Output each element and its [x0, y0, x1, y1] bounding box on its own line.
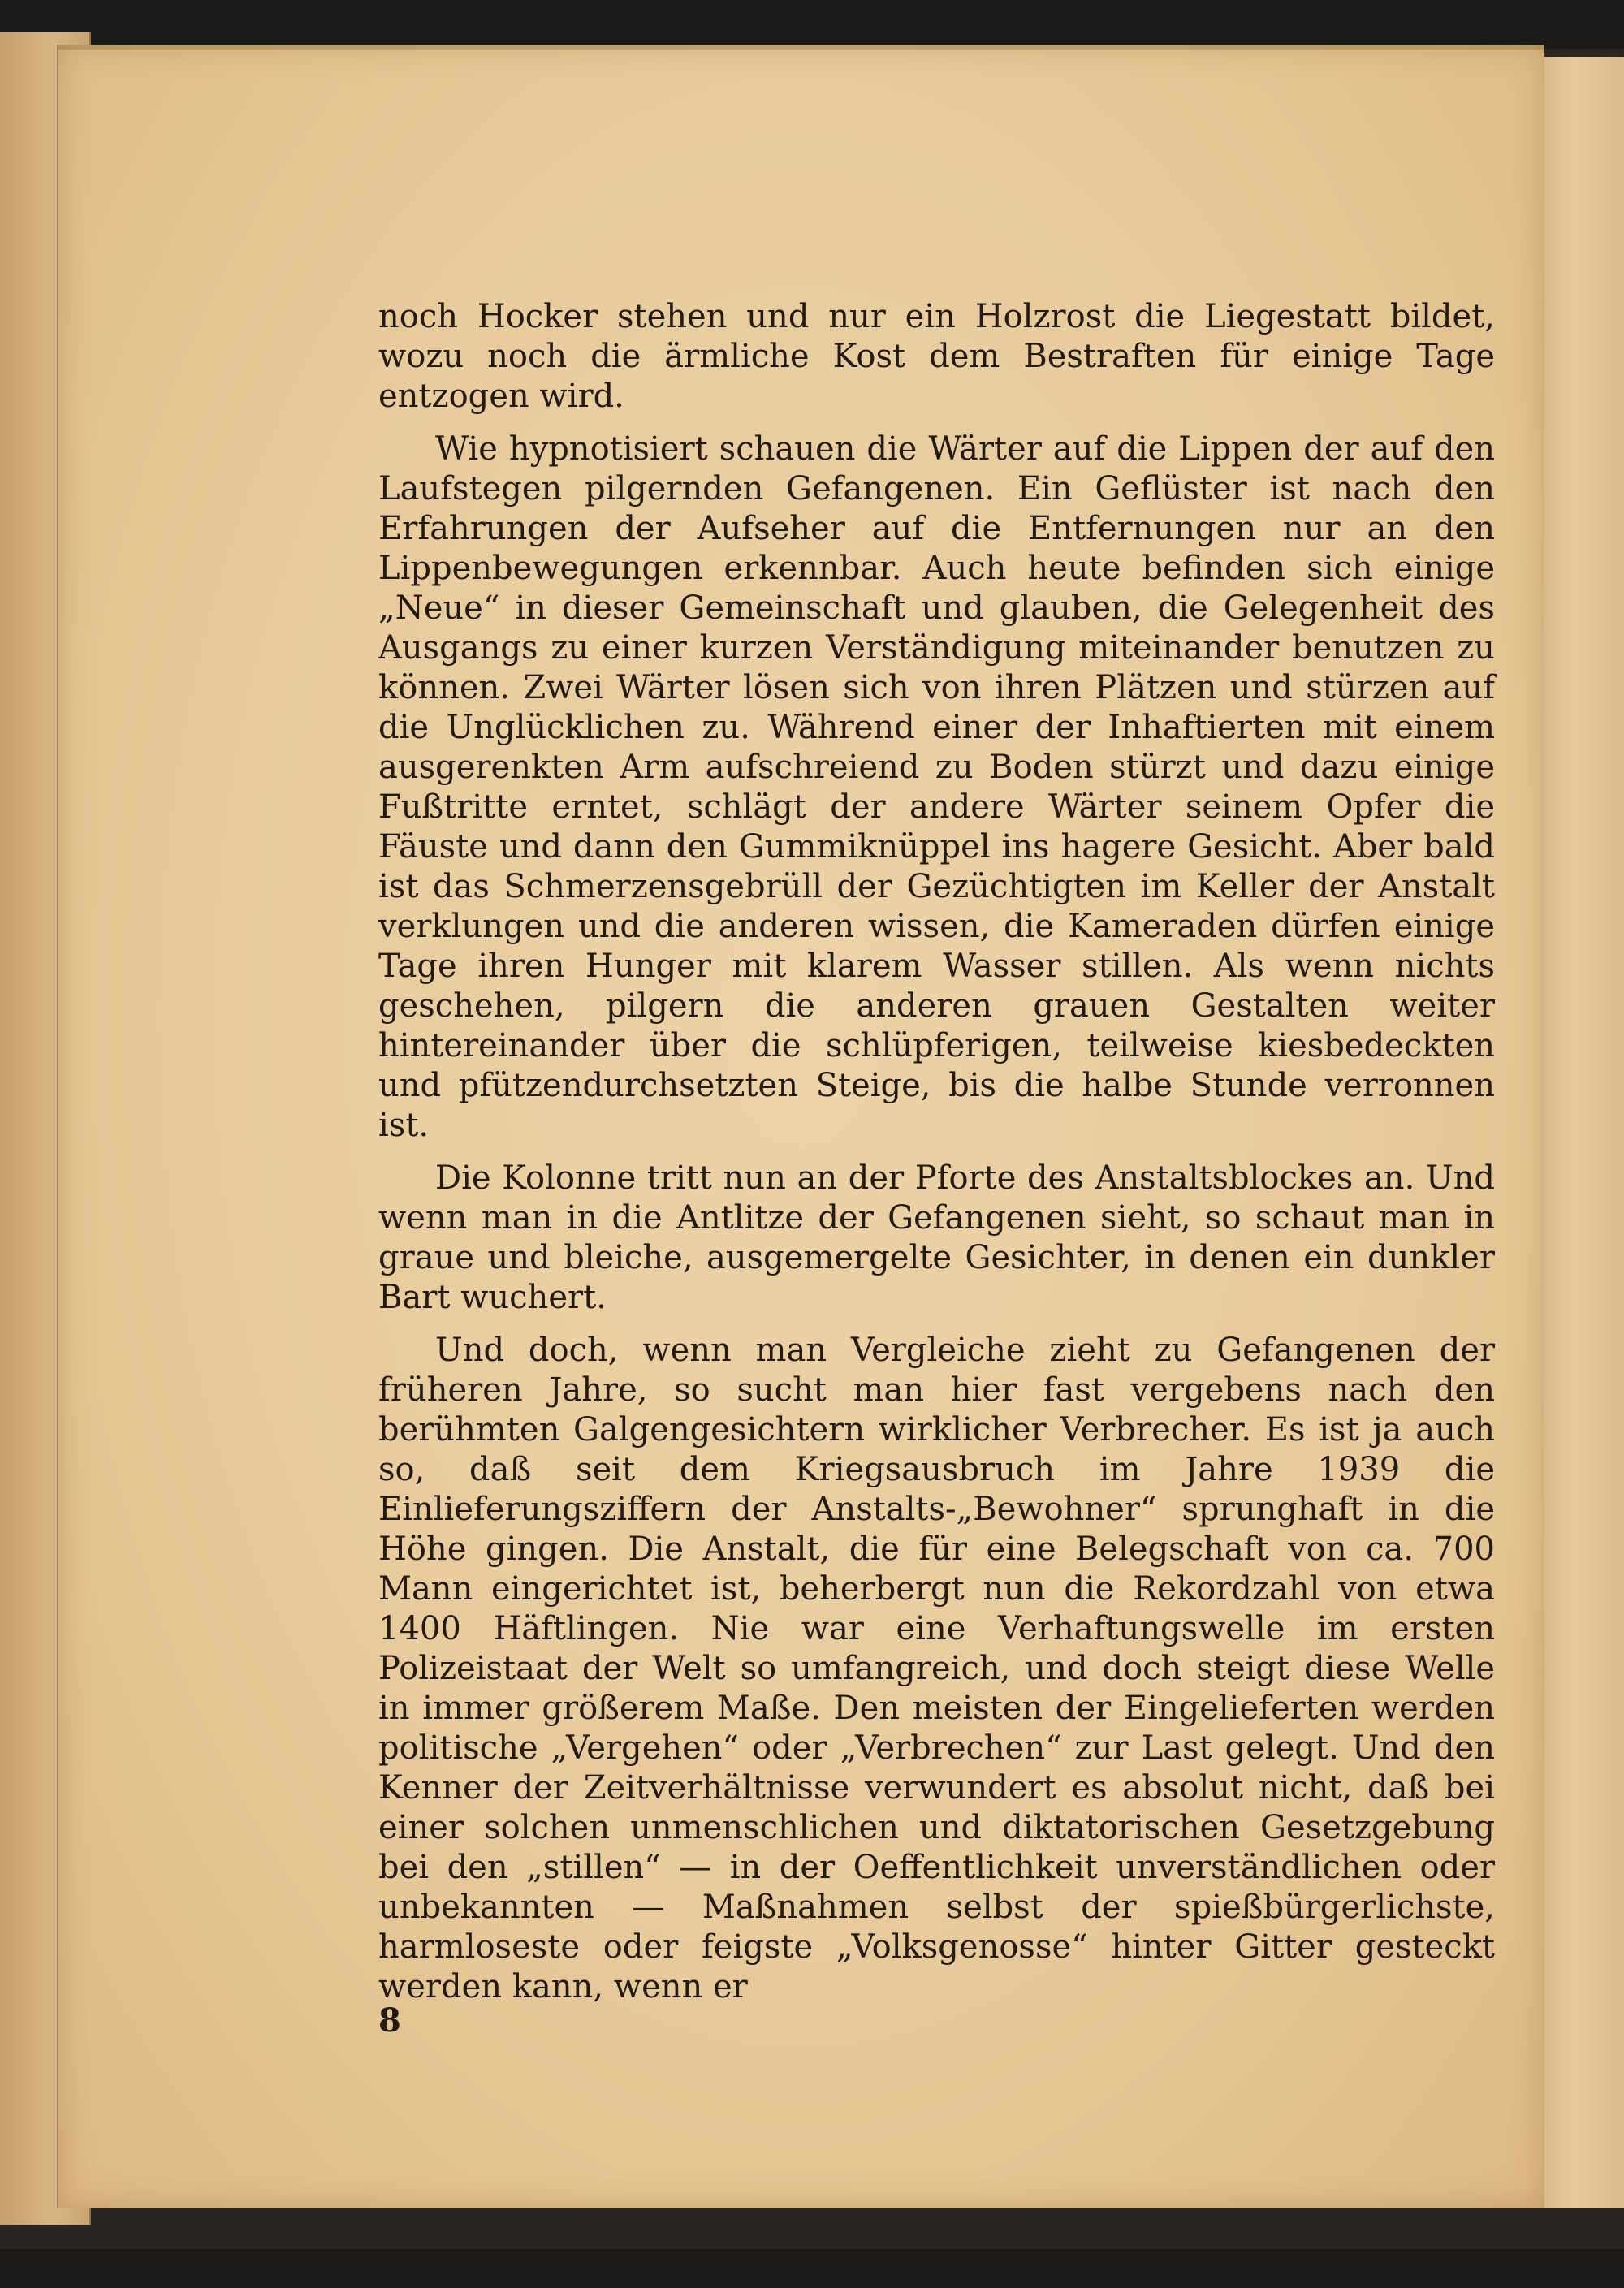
paragraph: Die Kolonne tritt nun an der Pforte des Anstaltsblockes an. Und wenn man in die Antlitze der Gefangenen sieht, so schaut man in graue und bleiche, ausgemergelte Gesichter, in denen ein dunkler Bart wuchert. [378, 1159, 1495, 1316]
scan-bottom-border [0, 2249, 1624, 2288]
paragraph: noch Hocker stehen und nur ein Holzrost die Liegestatt bildet, wozu noch die ärmliche Kost dem Bestraften für einige Tage entzogen wird. [378, 298, 1495, 415]
paragraph: Wie hypnotisiert schauen die Wärter auf die Lippen der auf den Laufstegen pilgernden Gefangenen. Ein Geflüster ist nach den Erfahrungen der Aufseher auf die Entfernungen nur an den Lippenbewegungen erkennbar. Auch heute befinden sich einige „Neue“ in dieser Gemeinschaft und glauben, die Gelegenheit des Ausgangs zu einer kurzen Verständigung miteinander benutzen zu können. Zwei Wärter lösen sich von ihren Plätzen und stürzen auf die Unglücklichen zu. Während einer der Inhaftierten mit einem ausgerenkten Arm aufschreiend zu Boden stürzt und dazu einige Fußtritte erntet, schlägt der andere Wärter seinem Opfer die Fäuste und dann den Gummiknüppel ins hagere Gesicht. Aber bald ist das Schmerzensgebrüll der Gezüchtigten im Keller der Anstalt verklungen und die anderen wissen, die Kameraden dürfen einige Tage ihren Hunger mit klarem Wasser stillen. Als wenn nichts geschehen, pilgern die anderen grauen Gestalten weiter hintereinander über die schlüpferigen, teilweise kiesbedeckten und pfützendurchsetzten Steige, bis die halbe Stunde verronnen ist. [378, 430, 1495, 1144]
body-text [378, 297, 1495, 2020]
page-top-edge [58, 45, 1544, 50]
scan-top-border [0, 0, 1624, 49]
paragraph: Und doch, wenn man Vergleiche zieht zu Gefangenen der früheren Jahre, so sucht man hier fast vergebens nach den berühmten Galgengesichtern wirklicher Verbrecher. Es ist ja auch so, daß seit dem Kriegsausbruch im Jahre 1939 die Einlieferungsziffern der Anstalts-„Bewohner“ sprunghaft in die Höhe gingen. Die Anstalt, die für eine Belegschaft von ca. 700 Mann eingerichtet ist, beherbergt nun die Rekordzahl von etwa 1400 Häftlingen. Nie war eine Verhaftungswelle im ersten Polizeistaat der Welt so umfangreich, und doch steigt diese Welle in immer größerem Maße. Den meisten der Eingelieferten werden politische „Vergehen“ oder „Verbrechen“ zur Last gelegt. Und den Kenner der Zeitverhältnisse verwundert es absolut nicht, daß bei einer solchen unmenschlichen und diktatorischen Gesetzgebung bei den „stillen“ — in der Oeffentlichkeit unverständlichen oder unbekannten — Maßnahmen selbst der spießbürgerlichste, harmloseste oder feigste „Volksgenosse“ hinter Gitter gesteckt werden kann, wenn er [378, 1332, 1495, 2005]
binding-edge [1539, 57, 1624, 2208]
page-number: 8 [378, 2001, 401, 2040]
